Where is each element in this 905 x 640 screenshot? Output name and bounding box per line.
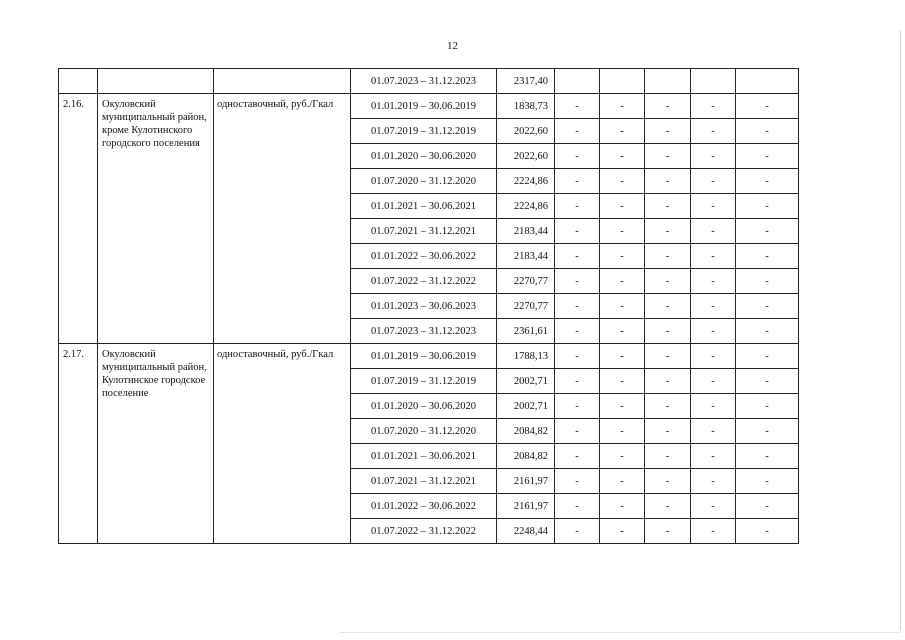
price-cell: 2161,97 bbox=[497, 469, 555, 494]
dash-cell: - bbox=[555, 519, 600, 544]
territory-cell bbox=[98, 69, 214, 94]
dash-cell: - bbox=[555, 169, 600, 194]
period-cell: 01.01.2022 – 30.06.2022 bbox=[351, 494, 497, 519]
dash-cell: - bbox=[736, 519, 799, 544]
dash-cell: - bbox=[691, 394, 736, 419]
price-cell: 2002,71 bbox=[497, 369, 555, 394]
dash-cell: - bbox=[555, 344, 600, 369]
dash-cell: - bbox=[691, 194, 736, 219]
dash-cell: - bbox=[600, 269, 645, 294]
dash-cell: - bbox=[600, 119, 645, 144]
dash-cell: - bbox=[645, 469, 691, 494]
dash-cell: - bbox=[555, 219, 600, 244]
dash-cell: - bbox=[736, 319, 799, 344]
dash-cell: - bbox=[645, 269, 691, 294]
section-number: 2.16. bbox=[59, 94, 98, 344]
price-cell: 2361,61 bbox=[497, 319, 555, 344]
empty-cell bbox=[691, 69, 736, 94]
tariff-type-cell bbox=[214, 69, 351, 94]
price-cell: 2084,82 bbox=[497, 444, 555, 469]
dash-cell: - bbox=[691, 269, 736, 294]
period-cell: 01.07.2019 – 31.12.2019 bbox=[351, 119, 497, 144]
dash-cell: - bbox=[555, 119, 600, 144]
period-cell: 01.07.2021 – 31.12.2021 bbox=[351, 219, 497, 244]
dash-cell: - bbox=[736, 444, 799, 469]
price-cell: 2183,44 bbox=[497, 244, 555, 269]
dash-cell: - bbox=[600, 494, 645, 519]
price-cell: 2224,86 bbox=[497, 169, 555, 194]
period-cell: 01.01.2021 – 30.06.2021 bbox=[351, 444, 497, 469]
price-cell: 2084,82 bbox=[497, 419, 555, 444]
dash-cell: - bbox=[736, 294, 799, 319]
empty-cell bbox=[600, 69, 645, 94]
dash-cell: - bbox=[555, 94, 600, 119]
dash-cell: - bbox=[600, 144, 645, 169]
dash-cell: - bbox=[691, 219, 736, 244]
dash-cell: - bbox=[555, 369, 600, 394]
dash-cell: - bbox=[600, 244, 645, 269]
price-cell: 2161,97 bbox=[497, 494, 555, 519]
period-cell: 01.07.2019 – 31.12.2019 bbox=[351, 369, 497, 394]
dash-cell: - bbox=[736, 244, 799, 269]
dash-cell: - bbox=[645, 144, 691, 169]
dash-cell: - bbox=[691, 344, 736, 369]
dash-cell: - bbox=[555, 144, 600, 169]
empty-cell bbox=[645, 69, 691, 94]
dash-cell: - bbox=[555, 419, 600, 444]
period-cell: 01.01.2022 – 30.06.2022 bbox=[351, 244, 497, 269]
dash-cell: - bbox=[600, 369, 645, 394]
tariff-table-body bbox=[59, 69, 799, 544]
dash-cell: - bbox=[555, 394, 600, 419]
price-cell: 1838,73 bbox=[497, 94, 555, 119]
price-cell: 2002,71 bbox=[497, 394, 555, 419]
dash-cell: - bbox=[645, 319, 691, 344]
dash-cell: - bbox=[736, 194, 799, 219]
dash-cell: - bbox=[736, 219, 799, 244]
dash-cell: - bbox=[736, 119, 799, 144]
period-cell: 01.01.2020 – 30.06.2020 bbox=[351, 144, 497, 169]
period-cell: 01.07.2020 – 31.12.2020 bbox=[351, 169, 497, 194]
price-cell: 2248,44 bbox=[497, 519, 555, 544]
scan-artifacts bbox=[340, 632, 900, 639]
price-cell: 1788,13 bbox=[497, 344, 555, 369]
period-cell: 01.07.2021 – 31.12.2021 bbox=[351, 469, 497, 494]
tariff-type: одноставочный, руб./Гкал bbox=[214, 344, 351, 544]
table-row bbox=[59, 94, 799, 119]
dash-cell: - bbox=[600, 94, 645, 119]
dash-cell: - bbox=[600, 294, 645, 319]
period-cell: 01.01.2021 – 30.06.2021 bbox=[351, 194, 497, 219]
dash-cell: - bbox=[600, 419, 645, 444]
period-cell: 01.07.2023 – 31.12.2023 bbox=[351, 69, 497, 94]
dash-cell: - bbox=[645, 194, 691, 219]
dash-cell: - bbox=[736, 144, 799, 169]
dash-cell: - bbox=[691, 419, 736, 444]
dash-cell: - bbox=[691, 494, 736, 519]
dash-cell: - bbox=[691, 244, 736, 269]
dash-cell: - bbox=[600, 169, 645, 194]
dash-cell: - bbox=[555, 469, 600, 494]
dash-cell: - bbox=[645, 494, 691, 519]
dash-cell: - bbox=[736, 169, 799, 194]
period-cell: 01.07.2022 – 31.12.2022 bbox=[351, 519, 497, 544]
section-number: 2.17. bbox=[59, 344, 98, 544]
scan-edge bbox=[895, 0, 905, 640]
dash-cell: - bbox=[691, 94, 736, 119]
dash-cell: - bbox=[600, 344, 645, 369]
price-cell: 2224,86 bbox=[497, 194, 555, 219]
dash-cell: - bbox=[645, 119, 691, 144]
dash-cell: - bbox=[736, 344, 799, 369]
dash-cell: - bbox=[645, 344, 691, 369]
dash-cell: - bbox=[645, 444, 691, 469]
dash-cell: - bbox=[555, 294, 600, 319]
dash-cell: - bbox=[645, 244, 691, 269]
dash-cell: - bbox=[645, 169, 691, 194]
dash-cell: - bbox=[555, 269, 600, 294]
price-cell: 2022,60 bbox=[497, 119, 555, 144]
dash-cell: - bbox=[645, 94, 691, 119]
dash-cell: - bbox=[600, 219, 645, 244]
dash-cell: - bbox=[555, 444, 600, 469]
dash-cell: - bbox=[736, 419, 799, 444]
dash-cell: - bbox=[691, 369, 736, 394]
period-cell: 01.07.2023 – 31.12.2023 bbox=[351, 319, 497, 344]
dash-cell: - bbox=[691, 519, 736, 544]
empty-cell bbox=[555, 69, 600, 94]
dash-cell: - bbox=[600, 519, 645, 544]
empty-cell bbox=[736, 69, 799, 94]
dash-cell: - bbox=[736, 269, 799, 294]
dash-cell: - bbox=[600, 394, 645, 419]
dash-cell: - bbox=[691, 169, 736, 194]
dash-cell: - bbox=[555, 494, 600, 519]
price-cell: 2270,77 bbox=[497, 269, 555, 294]
table-row bbox=[59, 344, 799, 369]
dash-cell: - bbox=[691, 294, 736, 319]
dash-cell: - bbox=[645, 519, 691, 544]
dash-cell: - bbox=[600, 194, 645, 219]
page-number: 12 bbox=[447, 40, 458, 52]
dash-cell: - bbox=[645, 394, 691, 419]
dash-cell: - bbox=[691, 469, 736, 494]
dash-cell: - bbox=[645, 419, 691, 444]
tariff-type: одноставочный, руб./Гкал bbox=[214, 94, 351, 344]
dash-cell: - bbox=[736, 94, 799, 119]
tariff-table bbox=[58, 68, 799, 544]
dash-cell: - bbox=[600, 319, 645, 344]
dash-cell: - bbox=[691, 444, 736, 469]
dash-cell: - bbox=[691, 144, 736, 169]
dash-cell: - bbox=[645, 294, 691, 319]
territory-name: Окуловский муниципальный район, кроме Кулотинского городского поселения bbox=[98, 94, 214, 344]
number-cell bbox=[59, 69, 98, 94]
dash-cell: - bbox=[736, 369, 799, 394]
dash-cell: - bbox=[645, 219, 691, 244]
dash-cell: - bbox=[736, 494, 799, 519]
price-cell: 2183,44 bbox=[497, 219, 555, 244]
dash-cell: - bbox=[736, 394, 799, 419]
period-cell: 01.01.2019 – 30.06.2019 bbox=[351, 344, 497, 369]
dash-cell: - bbox=[691, 119, 736, 144]
territory-name: Окуловский муниципальный район, Кулотинское городское поселение bbox=[98, 344, 214, 544]
dash-cell: - bbox=[600, 444, 645, 469]
period-cell: 01.01.2023 – 30.06.2023 bbox=[351, 294, 497, 319]
dash-cell: - bbox=[736, 469, 799, 494]
period-cell: 01.07.2020 – 31.12.2020 bbox=[351, 419, 497, 444]
dash-cell: - bbox=[555, 244, 600, 269]
table-row bbox=[59, 69, 799, 94]
price-cell: 2270,77 bbox=[497, 294, 555, 319]
dash-cell: - bbox=[555, 194, 600, 219]
period-cell: 01.01.2020 – 30.06.2020 bbox=[351, 394, 497, 419]
dash-cell: - bbox=[645, 369, 691, 394]
dash-cell: - bbox=[555, 319, 600, 344]
price-cell: 2022,60 bbox=[497, 144, 555, 169]
price-cell: 2317,40 bbox=[497, 69, 555, 94]
period-cell: 01.07.2022 – 31.12.2022 bbox=[351, 269, 497, 294]
dash-cell: - bbox=[691, 319, 736, 344]
dash-cell: - bbox=[600, 469, 645, 494]
period-cell: 01.01.2019 – 30.06.2019 bbox=[351, 94, 497, 119]
